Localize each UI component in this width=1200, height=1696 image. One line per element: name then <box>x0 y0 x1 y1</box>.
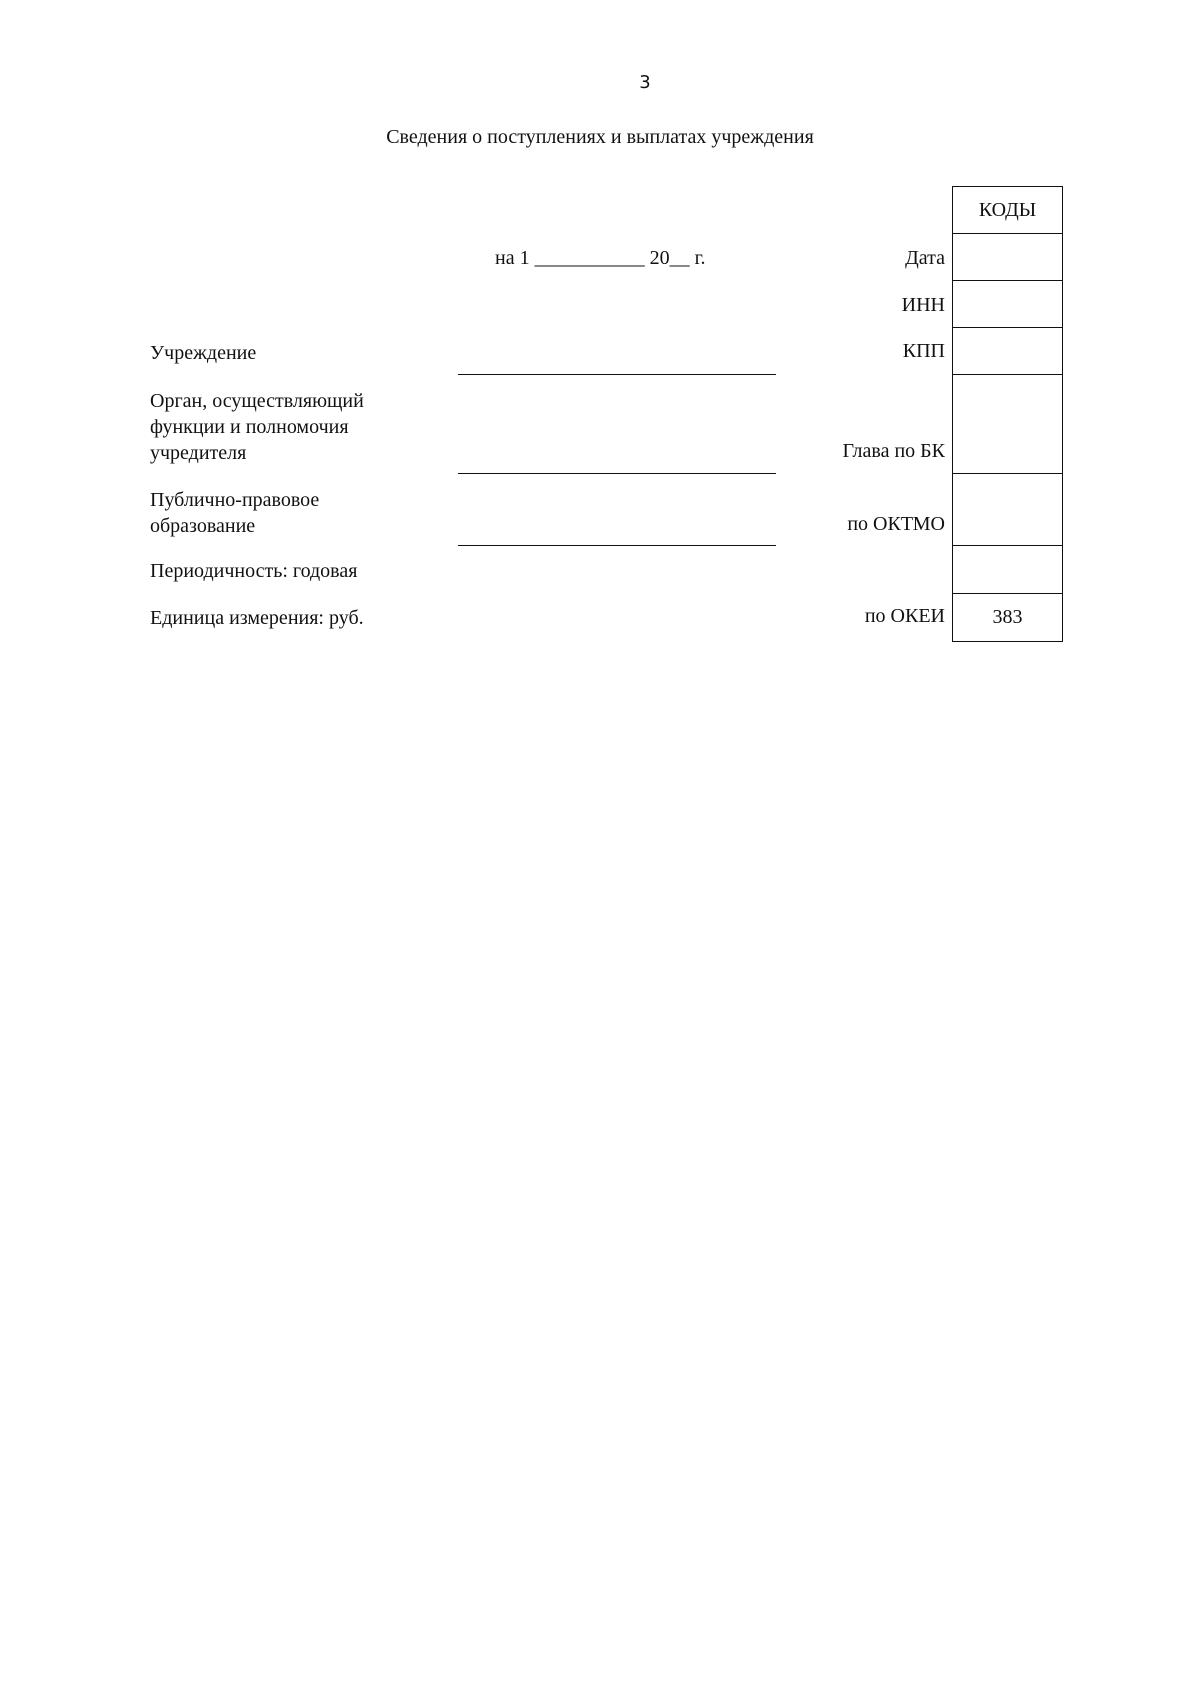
public-entity-label-line2: образование <box>150 515 256 537</box>
public-entity-underline <box>458 545 776 546</box>
okei-code-label: по ОКЕИ <box>864 605 945 627</box>
founder-label-line2: функции и полномочия <box>150 416 349 438</box>
date-code-cell <box>953 234 1062 281</box>
public-entity-label-line1: Публично-правовое <box>150 489 320 511</box>
unit-label: Единица измерения: руб. <box>150 607 364 629</box>
inn-code-label: ИНН <box>901 294 945 316</box>
inn-code-cell <box>953 281 1062 328</box>
codes-table <box>952 186 1063 642</box>
codes-header: КОДЫ <box>953 187 1062 234</box>
periodicity-code-cell <box>953 546 1062 594</box>
kpp-code-label: КПП <box>902 340 945 362</box>
institution-label: Учреждение <box>150 342 257 364</box>
date-code-label: Дата <box>905 247 945 269</box>
report-date-line: на 1 ___________ 20__ г. <box>495 247 706 269</box>
kpp-code-cell <box>953 328 1062 375</box>
oktmo-code-cell <box>953 474 1062 546</box>
bk-head-code-label: Глава по БК <box>842 440 945 462</box>
bk-head-code-cell <box>953 375 1062 474</box>
founder-underline <box>458 473 776 474</box>
institution-underline <box>458 374 776 375</box>
periodicity-label: Периодичность: годовая <box>150 560 358 582</box>
founder-label-line1: Орган, осуществляющий <box>150 390 364 412</box>
oktmo-code-label: по ОКТМО <box>847 513 945 535</box>
page-number: 3 <box>639 72 651 93</box>
okei-code-cell: 383 <box>992 606 1023 628</box>
document-title: Сведения о поступлениях и выплатах учреждения <box>386 126 814 148</box>
founder-label-line3: учредителя <box>150 442 247 464</box>
